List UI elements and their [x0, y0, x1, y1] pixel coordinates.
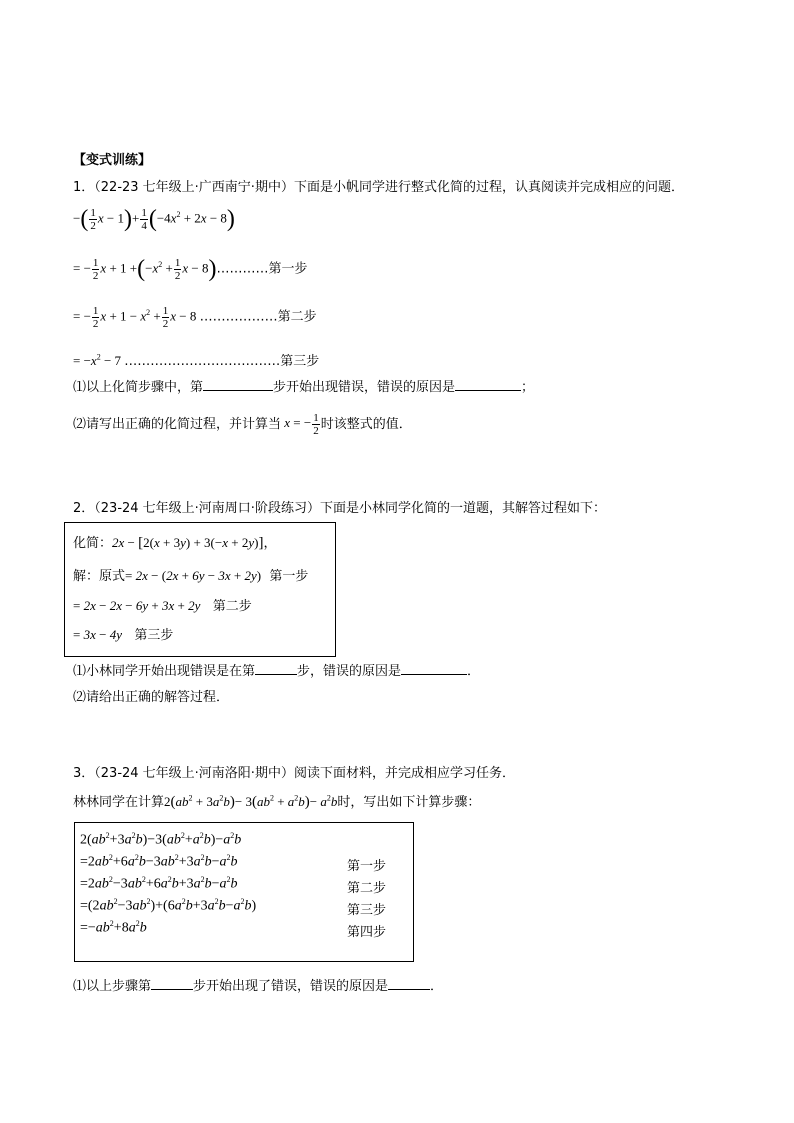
- q1-part2-a: ⑵请写出正确的化简过程，并计算当: [73, 417, 282, 432]
- q3-step3-label: 第三步: [347, 903, 387, 918]
- q1-step3-label: ………………………………第三步: [124, 354, 320, 369]
- q2-part1-a: ⑴小林同学开始出现错误是在第: [73, 664, 256, 679]
- q3-part1-c: ．: [430, 979, 444, 994]
- q1-x-value: x = − $\frac{1}{2}$: [281, 412, 319, 437]
- q1-step3: = $-x^2 - 7$ ………………………………第三步: [73, 352, 320, 369]
- q3-part1-b: 步开始出现了错误，错误的原因是: [193, 979, 389, 994]
- q1-step1: = − $\frac{1}{2}$ $x + 1 +(-x^2$ + $\frac{1}{2}$ x − 8)…………第一步: [73, 256, 308, 282]
- q3-intro: [73, 791, 480, 811]
- q3-step4-label: 第四步: [347, 925, 387, 940]
- q2-line3: = 3x − 4y 第三步: [73, 627, 174, 643]
- q1-blank-step[interactable]: [203, 378, 273, 391]
- q1-part1-b: 步开始出现错误，错误的原因是: [273, 380, 456, 395]
- q3-blank-reason[interactable]: [388, 977, 430, 990]
- q1-part2-b: 时该整式的值．: [320, 417, 412, 432]
- q3-intro-a: 林林同学在计算: [73, 795, 165, 810]
- q2-line1: 解：原式= 2x − (2x + 6y − 3x + 2y) 第一步: [73, 568, 309, 584]
- q2-blank-reason[interactable]: [401, 662, 467, 675]
- q3-line0: $2(ab^2+3a^2b)-3(ab^2+a^2b)-a^2b$: [80, 831, 242, 848]
- q3-line1: $=2ab^2+6a^2b-3ab^2+3a^2b-a^2b$: [80, 853, 238, 870]
- q3-line3: $=(2ab^2-3ab^2)+(6a^2b+3a^2b-a^2b)$: [80, 897, 257, 914]
- q3-blank-step[interactable]: [151, 977, 193, 990]
- q3-part1: [73, 975, 443, 994]
- q2-step3-label: 第三步: [134, 628, 174, 643]
- section-title: 【变式训练】: [73, 153, 152, 168]
- q2-part1-b: 步，错误的原因是: [297, 664, 402, 679]
- q1-part1-c: ；: [521, 380, 535, 395]
- q2-stem: 2．（23-24 七年级上·河南周口·阶段练习）下面是小林同学化简的一道题，其解答过程如下：: [73, 501, 606, 516]
- q1-stem: 1．（22-23 七年级上·广西南宁·期中）下面是小帆同学进行整式化简的过程，认真阅读并完成相应的问题．: [73, 180, 684, 195]
- q3-step2-label: 第二步: [347, 881, 387, 896]
- q2-step1-label: 第一步: [269, 569, 309, 584]
- q3-part1-a: ⑴以上步骤第: [73, 979, 152, 994]
- q3-line2: $=2ab^2-3ab^2+6a^2b+3a^2b-a^2b$: [80, 875, 238, 892]
- q2-part1: [73, 660, 480, 679]
- q3-line4: $=-ab^2+8a^2b$: [80, 919, 147, 936]
- q3-stem: 3．（23-24 七年级上·河南洛阳·期中）阅读下面材料，并完成相应学习任务．: [73, 766, 515, 781]
- q1-step2-label: ………………第二步: [199, 309, 317, 325]
- q1-expression: −( $\frac{1}{2}$ x − 1)+ $\frac{1}{4}$ $(-4x^2 + 2x - 8)$: [73, 206, 235, 232]
- q1-step1-label: …………第一步: [216, 261, 308, 277]
- q3-intro-b: 时，写出如下计算步骤：: [337, 795, 481, 810]
- q2-step2-label: 第二步: [212, 599, 252, 614]
- q3-step1-label: 第一步: [347, 859, 387, 874]
- q2-line0: 化简：2x − [2(x + 3y) + 3(−x + 2y)]，: [73, 535, 277, 551]
- q1-step2: = − $\frac{1}{2}$ $x + 1 - x^2$ + $\frac{1}{2}$ x − 8 ………………第二步: [73, 305, 317, 330]
- q1-blank-reason[interactable]: [455, 378, 521, 391]
- q2-blank-step[interactable]: [255, 662, 297, 675]
- q1-part2: [73, 412, 412, 437]
- q2-line0-label: 化简：: [73, 536, 113, 551]
- q3-expression: $2(ab^2 + 3a^2b)- 3(ab^2 + a^2b)- a^2b$: [164, 793, 338, 810]
- q2-part1-c: ．: [467, 664, 481, 679]
- q1-part1-a: ⑴以上化简步骤中，第: [73, 380, 204, 395]
- q1-part1: [73, 376, 534, 395]
- q2-line1-label: 解：原式: [73, 569, 126, 584]
- q2-line2: = 2x − 2x − 6y + 3x + 2y 第二步: [73, 598, 252, 614]
- q2-part2: ⑵请给出正确的解答过程．: [73, 690, 230, 705]
